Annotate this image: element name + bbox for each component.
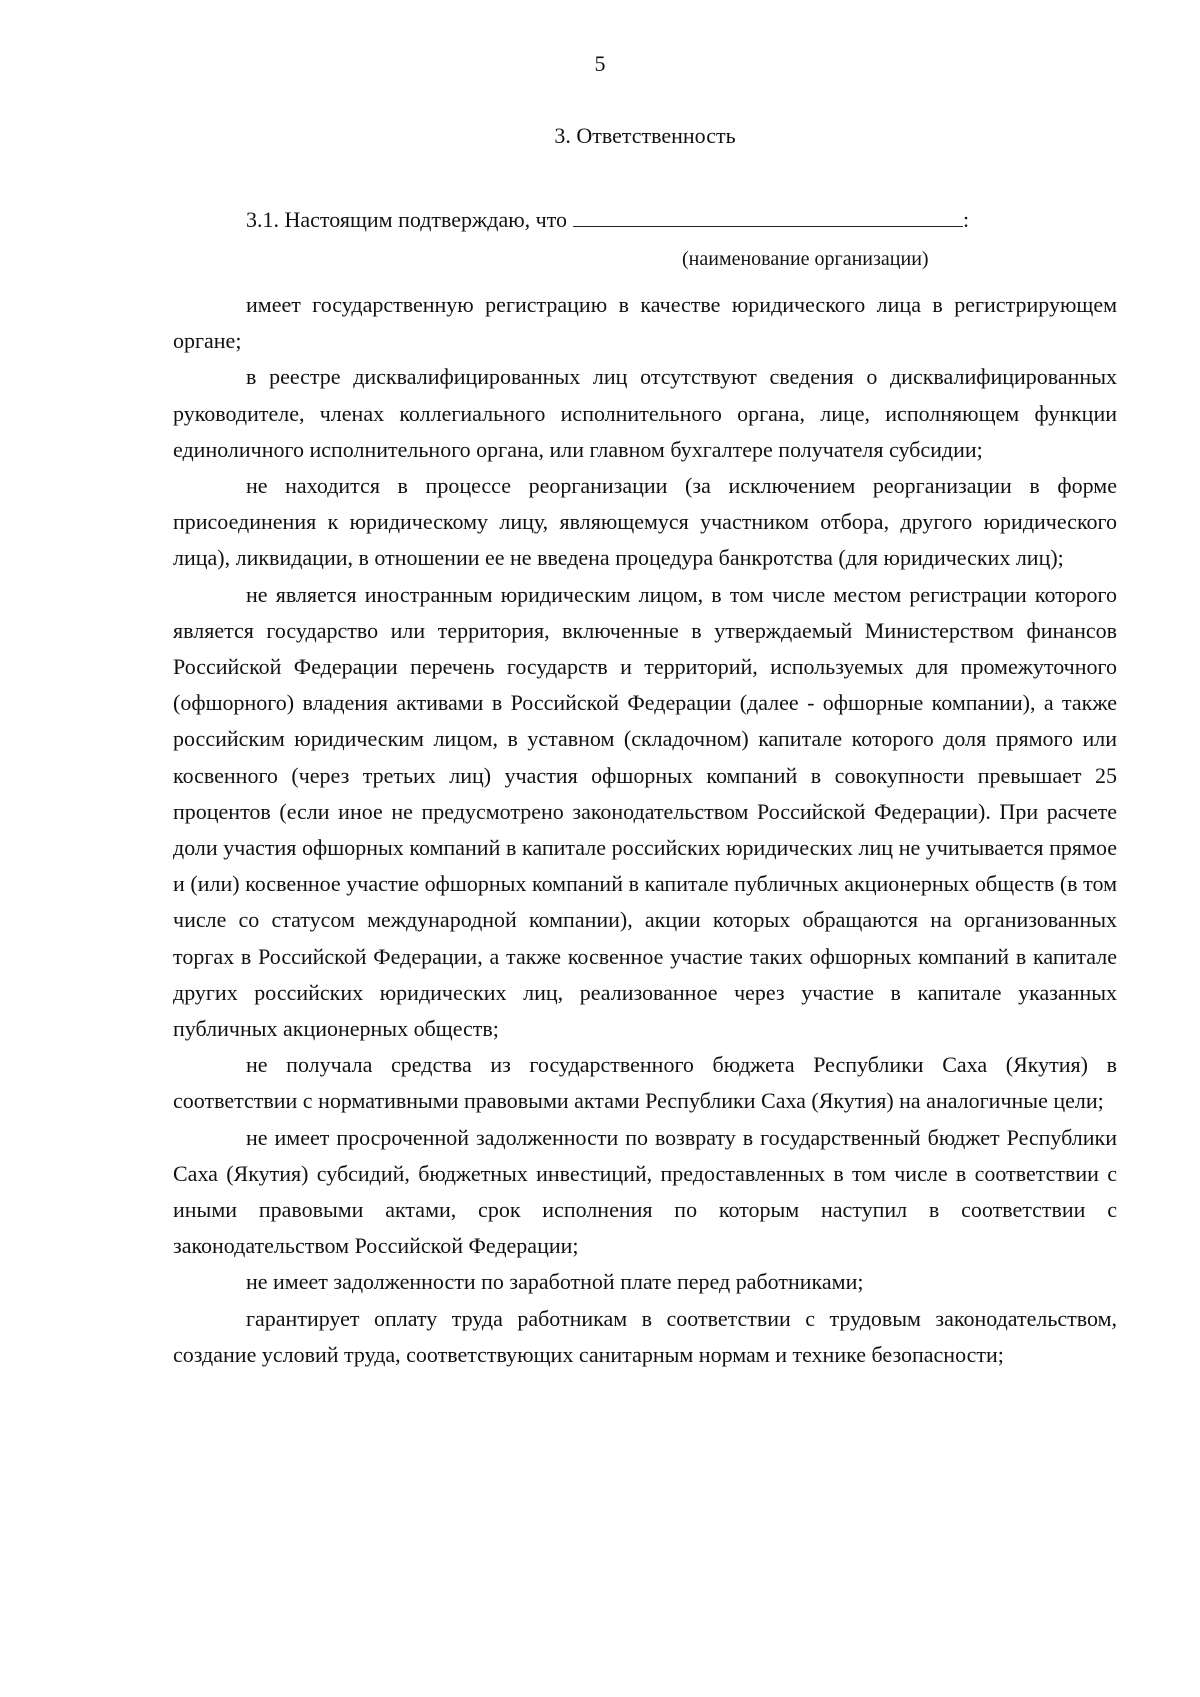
paragraph-registration: имеет государственную регистрацию в качестве юридического лица в регистрирующем органе;: [173, 292, 1117, 354]
confirmation-line: [246, 204, 1046, 234]
section-title: 3. Ответственность: [554, 123, 736, 148]
confirmation-colon: :: [963, 207, 970, 232]
paragraph-overdue-debt: не имеет просроченной задолженности по возврату в государственный бюджет Республики Саха (Якутия) субсидий, бюджетных инвестиций, предоставленных в том числе в соответствии с иными правовыми актами, срок исполнения по которым наступил в соответствии с законодательством Российской Федерации;: [173, 1124, 1117, 1259]
body-text: [173, 287, 1117, 1373]
organization-name-caption: (наименование организации): [682, 248, 929, 270]
paragraph-reorganization: не находится в процессе реорганизации (за исключением реорганизации в форме присоединения к юридическому лицу, являющемуся участником отбора, другого юридического лица), ликвидации, в отношении ее не введена процедура банкротства (для юридических лиц);: [173, 473, 1117, 571]
confirmation-text: 3.1. Настоящим подтверждаю, что: [246, 207, 568, 232]
paragraph-budget-funds: не получала средства из государственного бюджета Республики Саха (Якутия) в соответствии с нормативными правовыми актами Республики Саха (Якутия) на аналогичные цели;: [173, 1052, 1117, 1114]
paragraph-salary-debt: не имеет задолженности по заработной плате перед работниками;: [246, 1269, 864, 1295]
organization-name-field: [573, 204, 963, 227]
paragraph-offshore: не является иностранным юридическим лицом, в том числе местом регистрации которого является государство или территория, включенные в утверждаемый Министерством финансов Российской Федерации перечень государств и территорий, используемых для промежуточного (офшорного) владения активами в Российской Федерации (далее - офшорные компании), а также российским юридическим лицом, в уставном (складочном) капитале которого доля прямого или косвенного (через третьих лиц) участия офшорных компаний в совокупности превышает 25 процентов (если иное не предусмотрено законодательством Российской Федерации). При расчете доли участия офшорных компаний в капитале российских юридических лиц не учитывается прямое и (или) косвенное участие офшорных компаний в капитале публичных акционерных обществ (в том числе со статусом международной компании), акции которых обращаются на организованных торгах в Российской Федерации, а также косвенное участие таких офшорных компаний в капитале других российских юридических лиц, реализованное через участие в капитале указанных публичных акционерных обществ;: [173, 581, 1117, 1042]
page-number: 5: [594, 51, 606, 76]
paragraph-disqualified-registry: в реестре дисквалифицированных лиц отсутствуют сведения о дисквалифицированных руководителе, членах коллегиального исполнительного органа, лице, исполняющем функции единоличного исполнительного органа, или главном бухгалтере получателя субсидии;: [173, 364, 1117, 462]
paragraph-labor-guarantee: гарантирует оплату труда работникам в соответствии с трудовым законодательством, создание условий труда, соответствующих санитарным нормам и технике безопасности;: [173, 1305, 1117, 1367]
